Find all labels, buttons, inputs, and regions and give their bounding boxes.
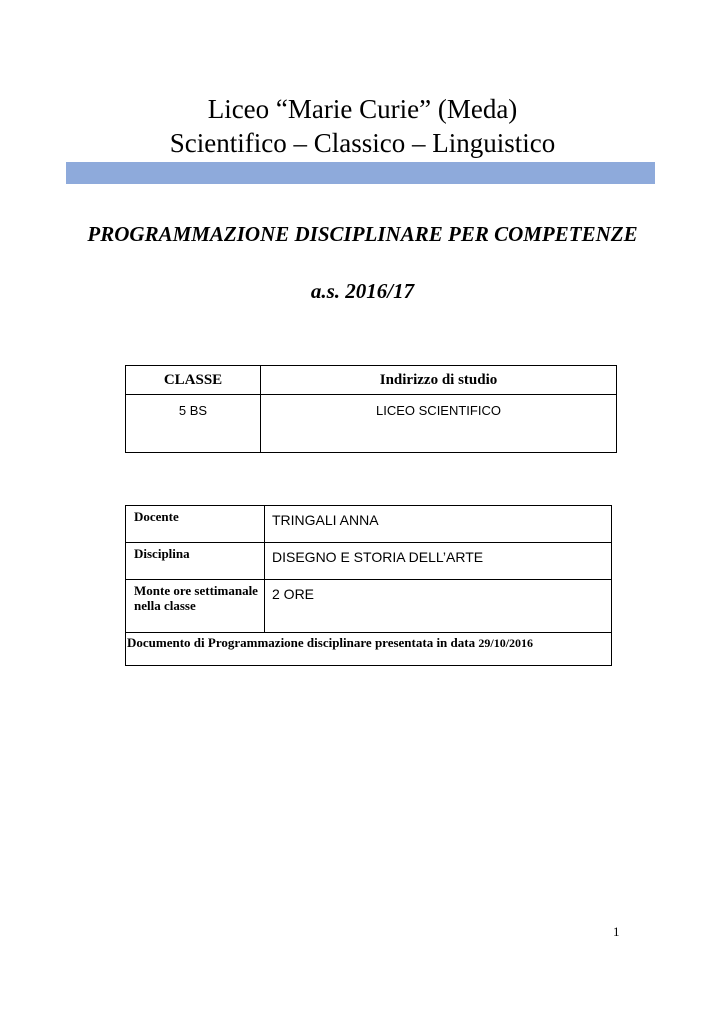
classe-header: CLASSE — [126, 366, 261, 395]
class-table — [125, 365, 617, 453]
indirizzo-header: Indirizzo di studio — [261, 366, 617, 395]
school-name: Liceo “Marie Curie” (Meda) — [207, 94, 518, 124]
monte-ore-label: Monte ore settimanale nella classe — [126, 580, 265, 633]
monte-ore-row — [126, 580, 612, 633]
monte-ore-value: 2 ORE — [265, 580, 612, 633]
documento-row — [126, 633, 612, 666]
documento-date: 29/10/2016 — [478, 636, 534, 650]
classe-value: 5 BS — [126, 395, 261, 453]
class-table-row — [126, 395, 617, 453]
docente-value: TRINGALI ANNA — [265, 506, 612, 543]
document-heading: PROGRAMMAZIONE DISCIPLINARE PER COMPETENZE — [87, 222, 638, 246]
school-tracks: Scientifico – Classico – Linguistico — [169, 128, 556, 158]
class-table-header-row — [126, 366, 617, 395]
school-year-heading: a.s. 2016/17 — [310, 279, 415, 303]
documento-cell — [126, 633, 612, 666]
docente-label: Docente — [126, 506, 265, 543]
disciplina-value: DISEGNO E STORIA DELL’ARTE — [265, 543, 612, 580]
disciplina-row — [126, 543, 612, 580]
header-divider-bar — [66, 162, 655, 184]
indirizzo-value: LICEO SCIENTIFICO — [261, 395, 617, 453]
disciplina-label: Disciplina — [126, 543, 265, 580]
school-title — [0, 92, 725, 160]
documento-text: Documento di Programmazione disciplinare presentata in data — [127, 635, 479, 650]
docente-row — [126, 506, 612, 543]
info-table — [125, 505, 612, 666]
page-number: 1 — [613, 924, 620, 939]
